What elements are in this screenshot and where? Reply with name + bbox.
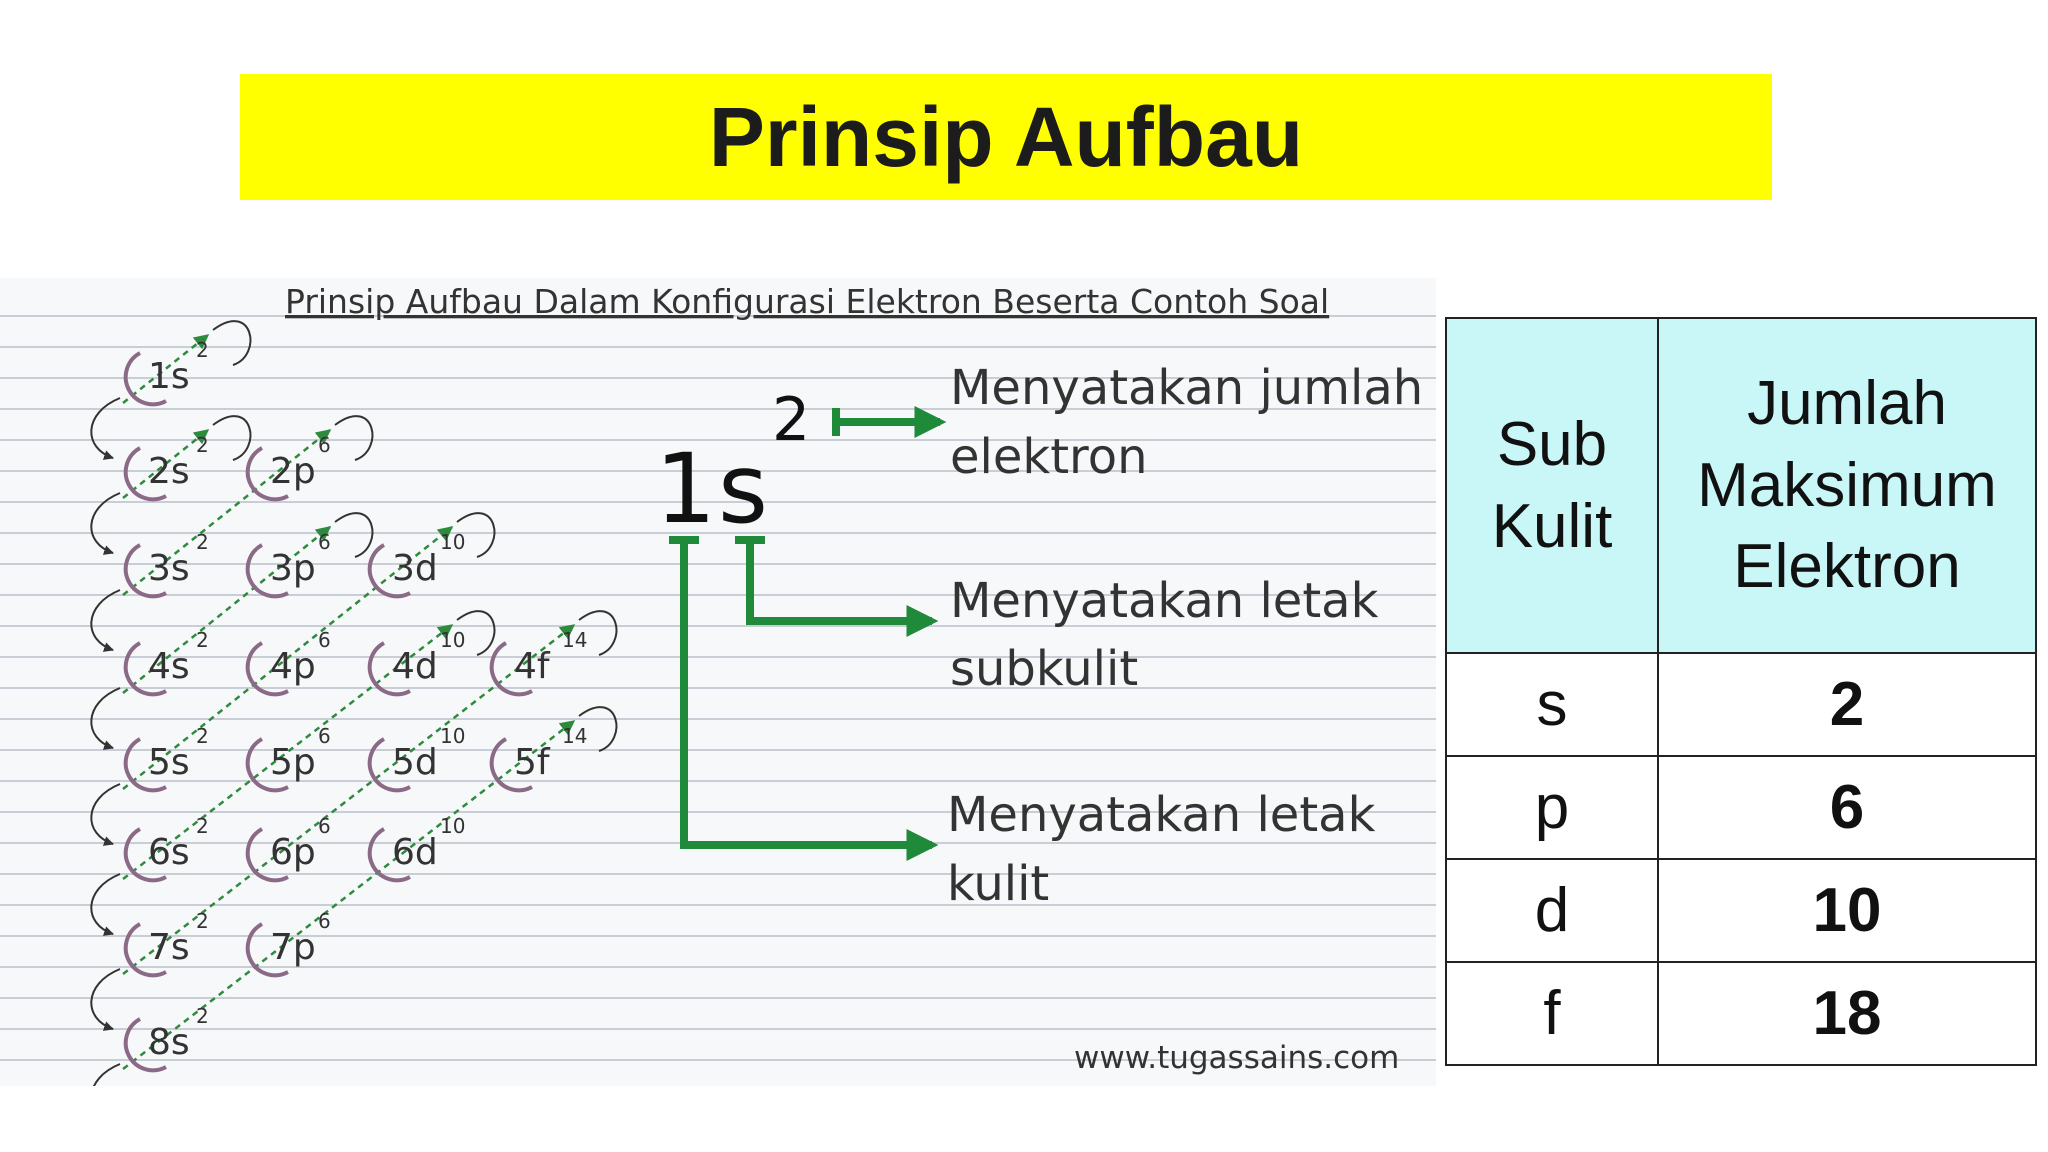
orbital-electron-count: 10: [440, 530, 466, 554]
electron-annotation-line2: elektron: [950, 429, 1148, 485]
orbital-label: 1s: [148, 356, 190, 397]
orbital-label: 3p: [270, 548, 316, 589]
orbital-electron-count: 2: [196, 628, 209, 652]
orbital-label: 3d: [392, 548, 438, 589]
orbital-label: 2p: [270, 451, 316, 492]
max-electrons-cell: 10: [1658, 859, 2036, 962]
header-max-electrons: [1658, 318, 2036, 653]
orbital-label: 6p: [270, 832, 316, 873]
aufbau-diagram: [0, 278, 1436, 1086]
orbital-electron-count: 2: [196, 909, 209, 933]
orbital-electron-count: 2: [196, 814, 209, 838]
orbital-electron-count: 10: [440, 628, 466, 652]
orbital-label: 5s: [148, 742, 190, 783]
orbital-electron-count: 2: [196, 1004, 209, 1028]
header-text: Jumlah: [1747, 368, 1947, 438]
orbital-label: 5f: [514, 742, 550, 783]
subshell-cell: d: [1446, 859, 1658, 962]
notation-shell: 1: [655, 433, 717, 545]
title-banner: [240, 74, 1772, 200]
orbital-electron-count: 6: [318, 724, 331, 748]
subshell-cell: s: [1446, 653, 1658, 756]
shell-annotation-line2: kulit: [947, 856, 1050, 912]
max-electrons-cell: 18: [1658, 962, 2036, 1065]
orbital-electron-count: 10: [440, 814, 466, 838]
orbital-electron-count: 6: [318, 530, 331, 554]
subshell-cell: f: [1446, 962, 1658, 1065]
orbital-electron-count: 2: [196, 338, 209, 362]
orbital-label: 2s: [148, 451, 190, 492]
table-header-row: [1446, 318, 2036, 653]
table-row: [1446, 756, 2036, 859]
orbital-electron-count: 14: [562, 724, 588, 748]
header-text: Maksimum: [1697, 450, 1997, 520]
orbital-electron-count: 6: [318, 909, 331, 933]
orbital-label: 3s: [148, 548, 190, 589]
orbital-electron-count: 2: [196, 530, 209, 554]
orbital-label: 7s: [148, 927, 190, 968]
shell-annotation-line1: Menyatakan letak: [947, 787, 1376, 843]
orbital-electron-count: 6: [318, 814, 331, 838]
aufbau-figure: [0, 278, 1436, 1086]
orbital-label: 8s: [148, 1022, 190, 1063]
subshell-cell: p: [1446, 756, 1658, 859]
orbital-label: 4d: [392, 646, 438, 687]
orbital-electron-count: 2: [196, 724, 209, 748]
orbital-electron-count: 14: [562, 628, 588, 652]
orbital-electron-count: 6: [318, 628, 331, 652]
orbital-label: 4s: [148, 646, 190, 687]
subshell-annotation-line1: Menyatakan letak: [950, 573, 1379, 629]
orbital-label: 7p: [270, 927, 316, 968]
max-electrons-cell: 2: [1658, 653, 2036, 756]
max-electrons-cell: 6: [1658, 756, 2036, 859]
table-row: [1446, 962, 2036, 1065]
orbital-electron-count: 2: [196, 433, 209, 457]
orbital-electron-count: 6: [318, 433, 331, 457]
orbital-label: 6d: [392, 832, 438, 873]
orbital-label: 5p: [270, 742, 316, 783]
subshell-capacity-table: [1445, 317, 2037, 1066]
subshell-annotation-line2: subkulit: [950, 641, 1139, 697]
header-text: Kulit: [1491, 491, 1613, 561]
electron-annotation-line1: Menyatakan jumlah: [950, 360, 1424, 416]
orbital-label: 5d: [392, 742, 438, 783]
header-text: Sub: [1496, 409, 1608, 479]
notation-subshell: s: [718, 433, 769, 545]
header-text: Elektron: [1733, 532, 1961, 602]
notation-electrons: 2: [772, 385, 811, 455]
header-sub-kulit: [1446, 318, 1658, 653]
orbital-label: 6s: [148, 832, 190, 873]
table-row: [1446, 653, 2036, 756]
orbital-label: 4f: [514, 646, 550, 687]
source-credit: www.tugassains.com: [1074, 1040, 1400, 1076]
page-title: Prinsip Aufbau: [708, 89, 1304, 184]
table-row: [1446, 859, 2036, 962]
orbital-electron-count: 10: [440, 724, 466, 748]
orbital-label: 4p: [270, 646, 316, 687]
figure-heading: Prinsip Aufbau Dalam Konfigurasi Elektron Beserta Contoh Soal: [285, 282, 1330, 321]
